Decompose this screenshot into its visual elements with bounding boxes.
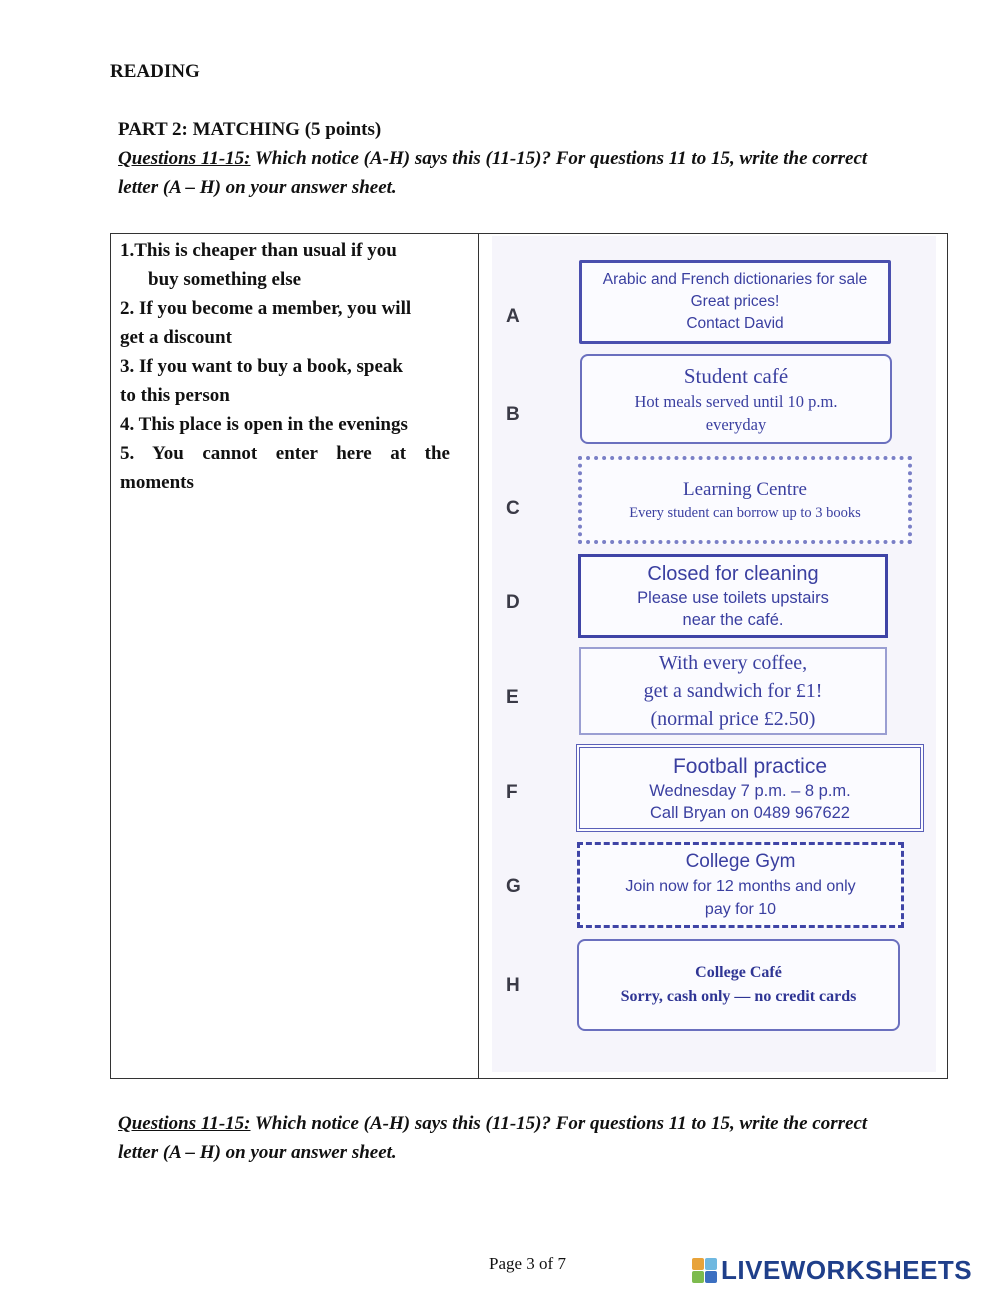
instruction-label: Questions 11-15: [118,148,251,169]
instruction-line2-bottom: letter (A – H) on your answer sheet. [118,1142,397,1163]
logo-icon [692,1258,717,1283]
notice-letter-a: A [506,306,520,327]
instruction-line2: letter (A – H) on your answer sheet. [118,177,397,198]
notice-b: Student café Hot meals served until 10 p.m. everyday [580,354,892,444]
notice-letter-g: G [506,876,521,897]
logo-square [692,1258,704,1270]
instruction-line1-bottom: Which notice (A-H) says this (11-15)? For questions 11 to 15, write the correct [250,1113,868,1134]
notice-letter-e: E [506,687,519,708]
logo-square [705,1258,717,1270]
instruction-label-bottom: Questions 11-15: [118,1113,251,1134]
statement-3: 3. If you want to buy a book, speak to this person [120,356,403,406]
notice-a: Arabic and French dictionaries for sale Great prices! Contact David [579,260,891,344]
notice-letter-c: C [506,498,520,519]
instruction-bottom [118,1109,968,1167]
notice-g: College Gym Join now for 12 months and only pay for 10 [577,842,904,928]
notices-image [492,236,936,1072]
part-title: PART 2: MATCHING (5 points) [118,119,382,140]
liveworksheets-logo[interactable] [692,1255,972,1286]
logo-square [692,1271,704,1283]
notice-letter-d: D [506,592,520,613]
matching-table [110,233,948,1079]
notice-f: Football practice Wednesday 7 p.m. – 8 p.m. Call Bryan on 0489 967622 [576,744,924,832]
statement-1: 1.This is cheaper than usual if you buy something else [120,240,397,290]
notice-h: College Café Sorry, cash only — no credit cards [577,939,900,1031]
logo-text: LIVEWORKSHEETS [721,1255,973,1285]
statement-2: 2. If you become a member, you will get a discount [120,298,412,348]
page-number: Page 3 of 7 [489,1254,566,1273]
notice-d: Closed for cleaning Please use toilets upstairs near the café. [578,554,888,638]
notice-e: With every coffee, get a sandwich for £1! (normal price £2.50) [579,647,887,735]
column-divider [478,234,479,1078]
logo-square [705,1271,717,1283]
notice-letter-h: H [506,975,520,996]
statements-column [120,236,450,497]
section-heading: READING [110,61,200,82]
instruction-line1: Which notice (A-H) says this (11-15)? For questions 11 to 15, write the correct [250,148,868,169]
notice-c: Learning Centre Every student can borrow up to 3 books [578,456,912,544]
instruction-top [118,144,968,202]
notice-letter-b: B [506,404,520,425]
notice-letter-f: F [506,782,518,803]
statement-4: 4. This place is open in the evenings [120,414,408,435]
statement-5: 5. You cannot enter here at the moments [120,443,450,493]
